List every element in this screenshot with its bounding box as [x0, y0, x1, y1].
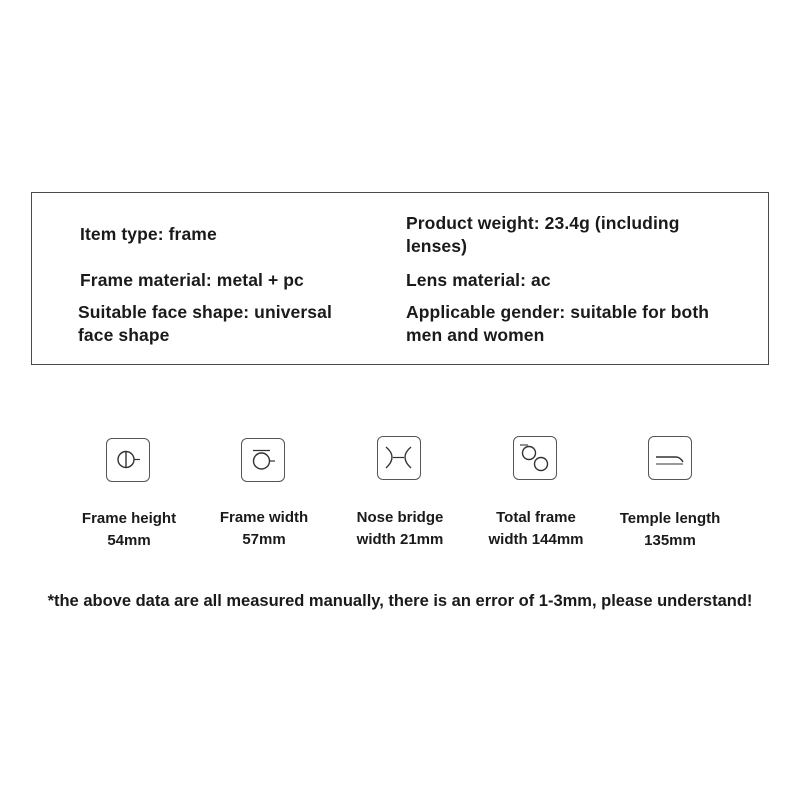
measurement-disclaimer: *the above data are all measured manually, there is an error of 1-3mm, please understand! — [47, 592, 753, 610]
spec-item-type: Item type: frame — [80, 224, 217, 244]
spec-product-weight: Product weight: 23.4g (including lenses) — [406, 213, 680, 256]
nose-bridge-icon — [377, 436, 421, 480]
temple-length-icon — [648, 436, 692, 480]
total-frame-width-label: Total frame width 144mm — [488, 509, 584, 548]
frame-height-icon — [106, 438, 150, 482]
frame-width-icon — [241, 438, 285, 482]
spec-frame-material: Frame material: metal + pc — [80, 270, 304, 290]
spec-face-shape: Suitable face shape: universal face shape — [78, 302, 332, 345]
spec-gender: Applicable gender: suitable for both men and women — [406, 302, 710, 345]
nose-bridge-label: Nose bridge width 21mm — [356, 509, 444, 548]
total-frame-width-icon — [513, 436, 557, 480]
spec-lens-material: Lens material: ac — [406, 270, 551, 290]
temple-length-label: Temple length 135mm — [619, 510, 721, 549]
frame-height-label: Frame height 54mm — [81, 510, 177, 549]
frame-width-label: Frame width 57mm — [219, 509, 309, 548]
